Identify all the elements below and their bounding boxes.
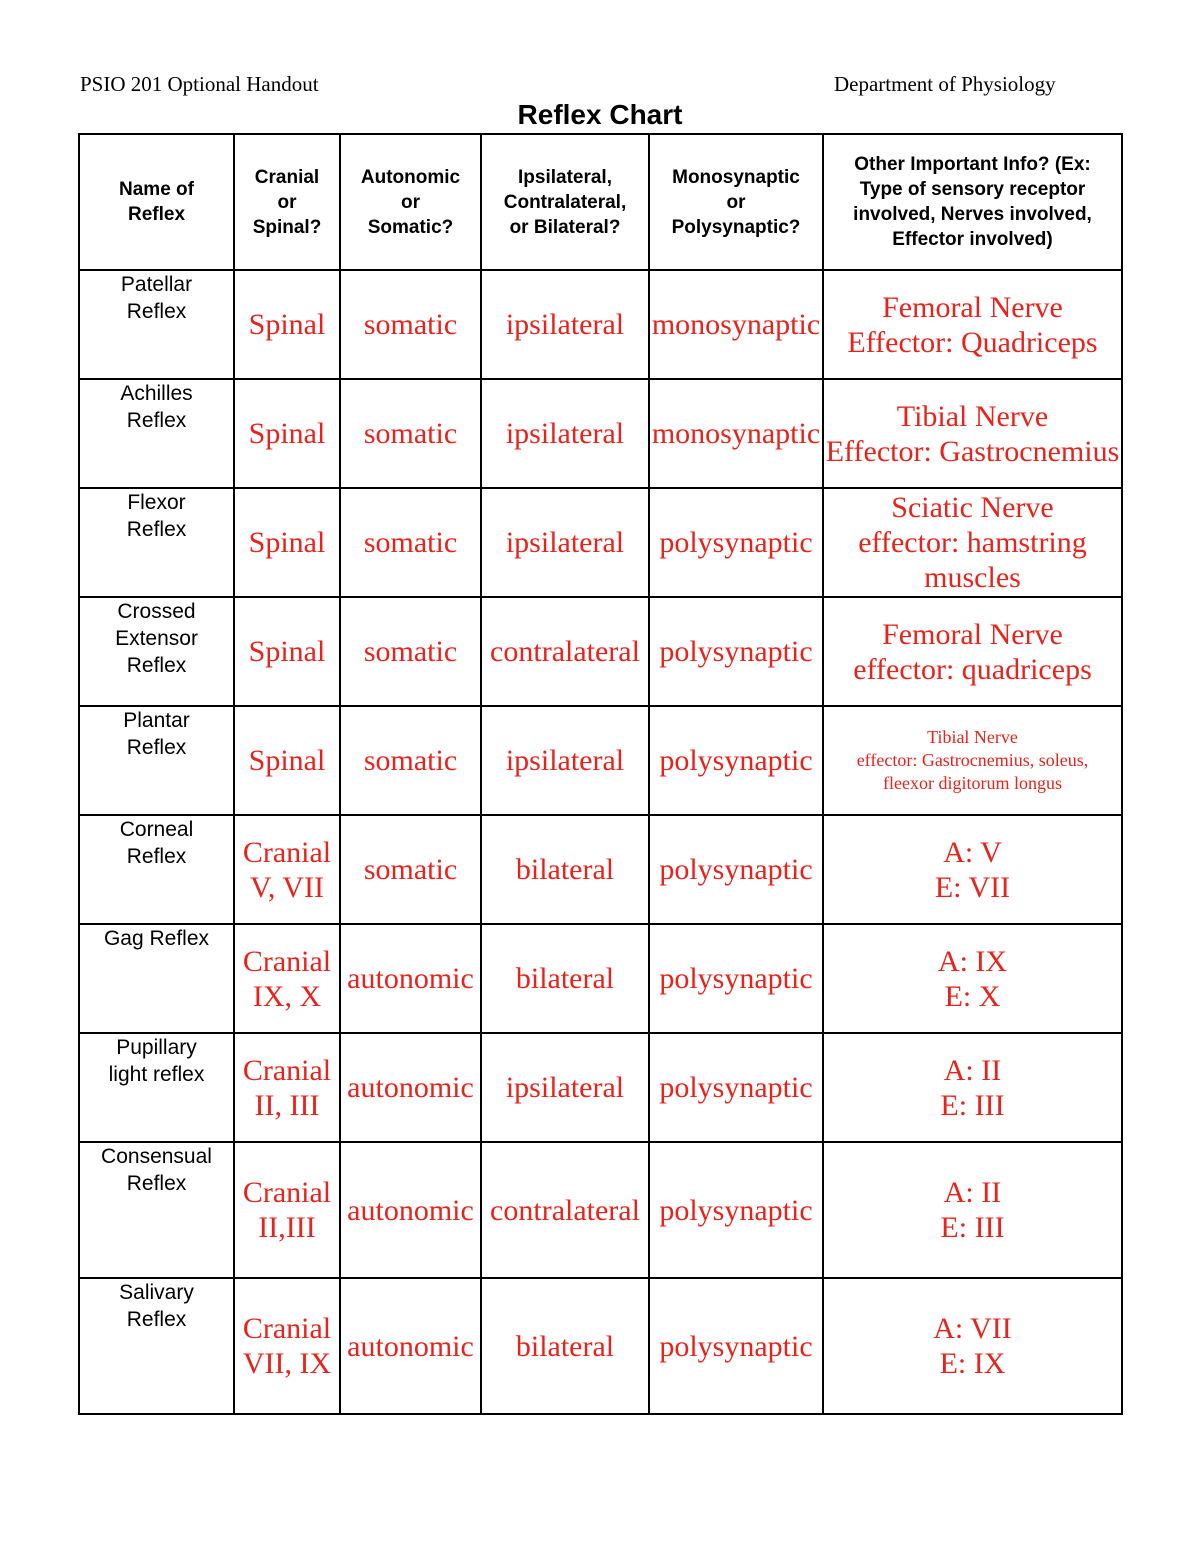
handout-course-label: PSIO 201 Optional Handout [80, 72, 319, 96]
column-header-line: Somatic? [367, 216, 454, 238]
answer-line: polysynaptic [659, 635, 813, 668]
column-header-line: Autonomic [360, 166, 461, 188]
answer-line: Cranial [242, 1176, 332, 1209]
answer-line: Spinal [248, 526, 326, 559]
info-line: Tibial Nerve [896, 399, 1049, 433]
answer-line: Spinal [248, 744, 326, 777]
answer-line: monosynaptic [651, 417, 821, 450]
answer-line: II,III [258, 1211, 316, 1244]
reflex-name-cell [79, 706, 234, 815]
reflex-name-line: Extensor [115, 627, 198, 650]
table-row [79, 1278, 1122, 1414]
autonomic-somatic-cell [340, 1033, 481, 1142]
info-line: effector: quadriceps [853, 652, 1092, 686]
cranial-spinal-cell [234, 1033, 340, 1142]
answer-line: ipsilateral [505, 526, 625, 559]
autonomic-somatic-cell [340, 597, 481, 706]
info-line: A: II [943, 1176, 1002, 1209]
reflex-name-line: Consensual [101, 1145, 212, 1168]
reflex-name-cell [79, 597, 234, 706]
answer-line: Cranial [242, 944, 332, 978]
info-cell [823, 597, 1122, 706]
synaptic-cell [649, 924, 823, 1033]
laterality-cell [481, 597, 649, 706]
autonomic-somatic-cell [340, 924, 481, 1033]
reflex-name-cell [79, 1033, 234, 1142]
laterality-cell [481, 1142, 649, 1278]
info-cell [823, 379, 1122, 488]
cranial-spinal-cell [234, 1278, 340, 1414]
answer-line: VII, IX [242, 1347, 332, 1380]
reflex-name-cell [79, 379, 234, 488]
answer-line: polysynaptic [659, 962, 813, 995]
synaptic-cell [649, 1033, 823, 1142]
laterality-cell [481, 488, 649, 597]
page-title: Reflex Chart [517, 99, 683, 130]
reflex-name-line: Flexor [127, 491, 186, 514]
info-line: effector: hamstring [858, 526, 1087, 559]
answer-line: V, VII [250, 870, 324, 904]
info-cell [823, 1278, 1122, 1414]
answer-line: somatic [363, 417, 458, 450]
info-line: A: IX [937, 944, 1008, 978]
info-line: Effector: Gastrocnemius [825, 434, 1120, 468]
info-line: A: II [943, 1053, 1002, 1087]
answer-line: bilateral [515, 1329, 615, 1363]
column-header-line: or [726, 191, 746, 213]
info-line: Femoral Nerve [882, 617, 1063, 651]
column-header-line: Spinal? [252, 216, 322, 238]
answer-line: polysynaptic [659, 1071, 813, 1104]
reflex-name-line: Reflex [126, 300, 187, 323]
reflex-name-line: Patellar [120, 273, 193, 296]
cranial-spinal-cell [234, 815, 340, 924]
autonomic-somatic-cell [340, 815, 481, 924]
answer-line: bilateral [515, 962, 615, 995]
reflex-name-cell [79, 815, 234, 924]
table-row [79, 924, 1122, 1033]
answer-line: somatic [363, 526, 458, 559]
column-header-line: or Bilateral? [509, 216, 621, 238]
answer-line: somatic [363, 853, 458, 886]
synaptic-cell [649, 488, 823, 597]
reflex-name-line: light reflex [108, 1063, 205, 1086]
column-header-line: Name of [119, 179, 194, 200]
reflex-name-line: Reflex [126, 845, 187, 868]
answer-line: autonomic [347, 1193, 474, 1227]
table-row [79, 379, 1122, 488]
info-line: E: IX [939, 1347, 1006, 1380]
info-line: Effector: Quadriceps [847, 325, 1098, 359]
answer-line: somatic [363, 744, 458, 777]
laterality-cell [481, 1278, 649, 1414]
reflex-name-line: Reflex [126, 518, 187, 541]
table-row [79, 1142, 1122, 1278]
autonomic-somatic-cell [340, 488, 481, 597]
synaptic-cell [649, 270, 823, 379]
autonomic-somatic-cell [340, 1278, 481, 1414]
laterality-cell [481, 815, 649, 924]
reflex-name-cell [79, 488, 234, 597]
autonomic-somatic-cell [340, 379, 481, 488]
synaptic-cell [649, 815, 823, 924]
answer-line: polysynaptic [659, 744, 813, 777]
answer-line: bilateral [515, 853, 615, 886]
info-line: A: VII [933, 1312, 1012, 1345]
column-header-line: Polysynaptic? [671, 216, 801, 238]
synaptic-cell [649, 597, 823, 706]
synaptic-cell [649, 379, 823, 488]
reflex-name-line: Reflex [126, 1308, 187, 1331]
answer-line: Spinal [248, 635, 326, 668]
table-row [79, 488, 1122, 597]
column-header-line: or [277, 191, 297, 213]
answer-line: autonomic [347, 962, 474, 995]
answer-line: somatic [363, 308, 458, 341]
reflex-name-line: Reflex [126, 736, 187, 759]
info-line: effector: Gastrocnemius, soleus, [856, 750, 1089, 770]
info-line: E: III [940, 1211, 1005, 1244]
info-line: Femoral Nerve [882, 290, 1063, 324]
reflex-name-line: Achilles [120, 382, 193, 405]
cranial-spinal-cell [234, 597, 340, 706]
column-header-line: Ipsilateral, [518, 166, 612, 188]
info-cell [823, 706, 1122, 815]
column-header-line: Other Important Info? (Ex: [854, 154, 1091, 175]
column-header-other-info [823, 134, 1122, 270]
column-header-line: involved, Nerves involved, [853, 204, 1092, 225]
info-line: E: VII [934, 870, 1011, 904]
answer-line: monosynaptic [651, 308, 821, 341]
reflex-name-line: Plantar [123, 709, 190, 732]
laterality-cell [481, 1033, 649, 1142]
reflex-name-line: Gag Reflex [103, 927, 210, 950]
cranial-spinal-cell [234, 1142, 340, 1278]
answer-line: polysynaptic [659, 526, 813, 559]
info-cell [823, 488, 1122, 597]
answer-line: Spinal [248, 417, 326, 450]
answer-line: autonomic [347, 1071, 474, 1104]
answer-line: Cranial [242, 1053, 332, 1087]
info-line: Sciatic Nerve [891, 491, 1054, 524]
info-cell [823, 1142, 1122, 1278]
info-line: Tibial Nerve [927, 727, 1018, 747]
table-row [79, 706, 1122, 815]
laterality-cell [481, 379, 649, 488]
cranial-spinal-cell [234, 924, 340, 1033]
synaptic-cell [649, 1278, 823, 1414]
reflex-chart-table [78, 133, 1123, 1415]
column-header-line: Monosynaptic [672, 166, 800, 188]
synaptic-cell [649, 1142, 823, 1278]
reflex-name-cell [79, 1142, 234, 1278]
answer-line: Spinal [248, 308, 326, 341]
table-row [79, 270, 1122, 379]
column-header-laterality [481, 134, 649, 270]
info-line: E: III [940, 1088, 1005, 1122]
table-header-row [79, 134, 1122, 270]
reflex-name-line: Reflex [126, 654, 187, 677]
table-row [79, 597, 1122, 706]
column-header-line: Reflex [127, 204, 186, 225]
info-cell [823, 1033, 1122, 1142]
column-header-synaptic [649, 134, 823, 270]
cranial-spinal-cell [234, 270, 340, 379]
answer-line: contralateral [490, 635, 640, 668]
synaptic-cell [649, 706, 823, 815]
reflex-name-cell [79, 924, 234, 1033]
table-row [79, 815, 1122, 924]
info-line: A: V [943, 835, 1002, 869]
cranial-spinal-cell [234, 379, 340, 488]
answer-line: polysynaptic [659, 853, 813, 886]
column-header-line: Cranial [254, 166, 320, 188]
answer-line: IX, X [252, 979, 322, 1013]
reflex-name-cell [79, 1278, 234, 1414]
laterality-cell [481, 706, 649, 815]
column-header-line: Type of sensory receptor [859, 179, 1086, 200]
info-cell [823, 815, 1122, 924]
reflex-name-line: Reflex [126, 409, 187, 432]
column-header-line: Contralateral, [503, 191, 627, 213]
column-header-line: Effector involved) [892, 229, 1053, 250]
answer-line: polysynaptic [659, 1193, 813, 1227]
info-line: fleexor digitorum longus [883, 773, 1062, 793]
reflex-name-line: Reflex [126, 1172, 187, 1195]
autonomic-somatic-cell [340, 270, 481, 379]
answer-line: somatic [363, 635, 458, 668]
reflex-name-line: Crossed [117, 600, 196, 623]
reflex-name-line: Pupillary [116, 1036, 197, 1059]
answer-line: autonomic [347, 1329, 474, 1363]
answer-line: ipsilateral [505, 308, 625, 341]
column-header-name [79, 134, 234, 270]
answer-line: II, III [254, 1088, 320, 1122]
answer-line: ipsilateral [505, 1071, 625, 1104]
answer-line: ipsilateral [505, 744, 625, 777]
answer-line: polysynaptic [659, 1329, 813, 1363]
answer-line: contralateral [490, 1193, 640, 1227]
info-cell [823, 270, 1122, 379]
laterality-cell [481, 270, 649, 379]
reflex-name-line: Corneal [119, 818, 194, 841]
column-header-line: or [401, 191, 420, 213]
department-label: Department of Physiology [834, 72, 1056, 96]
laterality-cell [481, 924, 649, 1033]
answer-line: Cranial [242, 1312, 332, 1345]
info-line: muscles [924, 561, 1021, 594]
reflex-name-line: Salivary [119, 1281, 194, 1304]
answer-line: ipsilateral [505, 417, 625, 450]
info-cell [823, 924, 1122, 1033]
table-row [79, 1033, 1122, 1142]
cranial-spinal-cell [234, 488, 340, 597]
reflex-name-cell [79, 270, 234, 379]
column-header-cranial-spinal [234, 134, 340, 270]
column-header-autonomic-somatic [340, 134, 481, 270]
info-line: E: X [944, 979, 1001, 1013]
cranial-spinal-cell [234, 706, 340, 815]
answer-line: Cranial [242, 835, 332, 869]
autonomic-somatic-cell [340, 1142, 481, 1278]
autonomic-somatic-cell [340, 706, 481, 815]
